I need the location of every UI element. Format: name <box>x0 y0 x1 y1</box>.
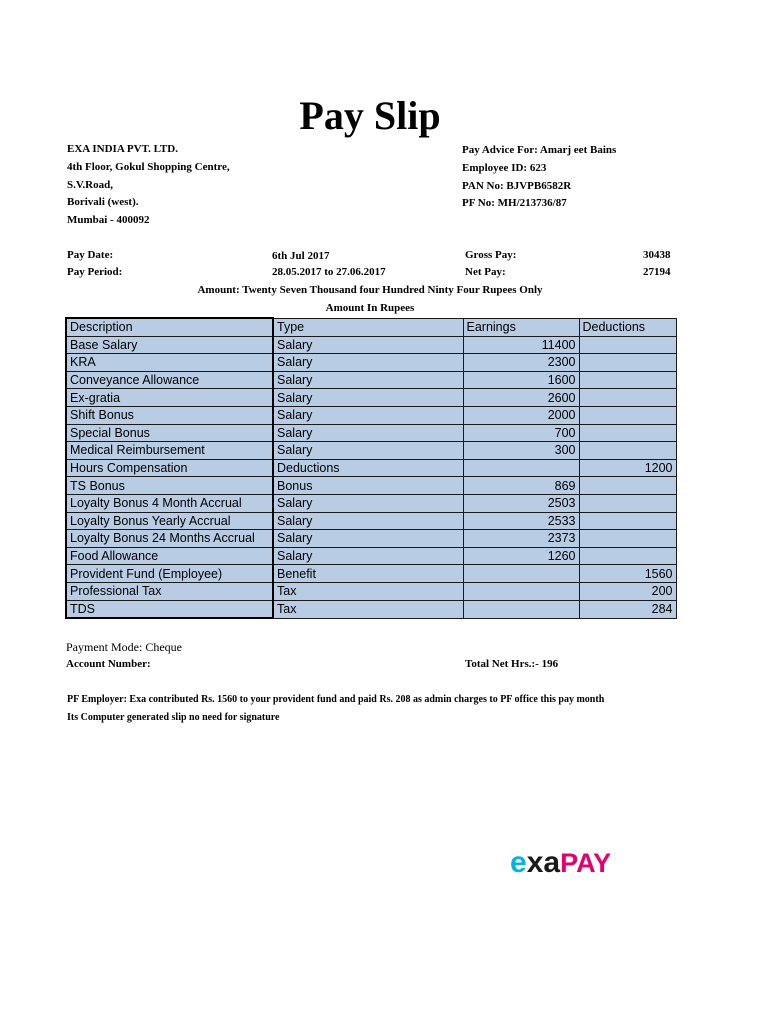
company-address-line: Mumbai - 400092 <box>67 214 150 226</box>
cell-description: Medical Reimbursement <box>66 442 273 460</box>
cell-deductions <box>579 512 676 530</box>
cell-description: KRA <box>66 354 273 372</box>
cell-deductions <box>579 406 676 424</box>
cell-earnings: 2533 <box>463 512 579 530</box>
cell-description: TDS <box>66 600 273 618</box>
cell-description: Professional Tax <box>66 582 273 600</box>
gross-pay-label: Gross Pay: <box>465 249 517 261</box>
cell-earnings: 1260 <box>463 547 579 565</box>
table-row <box>66 371 676 389</box>
cell-earnings <box>463 459 579 477</box>
table-row <box>66 354 676 372</box>
cell-earnings: 300 <box>463 442 579 460</box>
header-type: Type <box>273 318 463 336</box>
table-row <box>66 512 676 530</box>
table-row <box>66 582 676 600</box>
pf-number: PF No: MH/213736/87 <box>462 197 567 209</box>
cell-deductions <box>579 389 676 407</box>
pay-period-value: 28.05.2017 to 27.06.2017 <box>272 266 386 278</box>
cell-deductions <box>579 424 676 442</box>
net-pay-label: Net Pay: <box>465 266 506 278</box>
gross-pay-value: 30438 <box>643 249 671 261</box>
net-pay-value: 27194 <box>643 266 671 278</box>
cell-deductions: 1560 <box>579 565 676 583</box>
table-row <box>66 530 676 548</box>
page-title: Pay Slip <box>299 93 441 138</box>
payment-mode: Payment Mode: Cheque <box>66 640 182 654</box>
cell-deductions <box>579 371 676 389</box>
cell-type: Tax <box>273 600 463 618</box>
cell-earnings <box>463 565 579 583</box>
cell-earnings <box>463 582 579 600</box>
amount-in-rupees: Amount In Rupees <box>325 302 415 314</box>
cell-description: Special Bonus <box>66 424 273 442</box>
table-row <box>66 424 676 442</box>
cell-deductions <box>579 494 676 512</box>
cell-description: Food Allowance <box>66 547 273 565</box>
cell-type: Salary <box>273 371 463 389</box>
cell-type: Salary <box>273 354 463 372</box>
cell-earnings: 2000 <box>463 406 579 424</box>
cell-description: Provident Fund (Employee) <box>66 565 273 583</box>
cell-description: Loyalty Bonus 4 Month Accrual <box>66 494 273 512</box>
cell-type: Benefit <box>273 565 463 583</box>
table-row <box>66 547 676 565</box>
cell-type: Salary <box>273 424 463 442</box>
cell-deductions <box>579 547 676 565</box>
pan-number: PAN No: BJVPB6582R <box>462 180 572 192</box>
cell-type: Salary <box>273 336 463 354</box>
cell-deductions: 1200 <box>579 459 676 477</box>
header-description: Description <box>66 318 273 336</box>
amount-in-words: Amount: Twenty Seven Thousand four Hundred Ninty Four Rupees Only <box>197 284 543 296</box>
table-header-row <box>66 318 676 336</box>
cell-description: TS Bonus <box>66 477 273 495</box>
header-deductions: Deductions <box>579 318 676 336</box>
pf-employer-note: PF Employer: Exa contributed Rs. 1560 to your provident fund and paid Rs. 208 as admin charges to PF office this pay month <box>67 694 605 705</box>
cell-type: Salary <box>273 389 463 407</box>
cell-type: Salary <box>273 547 463 565</box>
employee-id: Employee ID: 623 <box>462 162 547 174</box>
company-address-line: Borivali (west). <box>67 196 139 208</box>
company-name: EXA INDIA PVT. LTD. <box>67 143 178 155</box>
cell-earnings: 2300 <box>463 354 579 372</box>
company-address-line: 4th Floor, Gokul Shopping Centre, <box>67 161 230 173</box>
cell-description: Loyalty Bonus 24 Months Accrual <box>66 530 273 548</box>
total-net-hours: Total Net Hrs.:- 196 <box>465 658 559 670</box>
earnings-deductions-table <box>65 317 677 619</box>
pay-date-value: 6th Jul 2017 <box>272 250 330 262</box>
table-row <box>66 442 676 460</box>
cell-earnings: 2503 <box>463 494 579 512</box>
cell-type: Salary <box>273 494 463 512</box>
company-address-line: S.V.Road, <box>67 179 113 191</box>
cell-type: Salary <box>273 530 463 548</box>
cell-type: Salary <box>273 442 463 460</box>
table-row <box>66 494 676 512</box>
table-row <box>66 459 676 477</box>
cell-earnings: 2373 <box>463 530 579 548</box>
cell-type: Salary <box>273 406 463 424</box>
cell-description: Hours Compensation <box>66 459 273 477</box>
table-row <box>66 336 676 354</box>
cell-type: Deductions <box>273 459 463 477</box>
cell-deductions: 284 <box>579 600 676 618</box>
cell-description: Loyalty Bonus Yearly Accrual <box>66 512 273 530</box>
cell-deductions <box>579 477 676 495</box>
cell-deductions <box>579 442 676 460</box>
cell-earnings: 700 <box>463 424 579 442</box>
cell-deductions: 200 <box>579 582 676 600</box>
cell-earnings: 1600 <box>463 371 579 389</box>
cell-type: Salary <box>273 512 463 530</box>
table-row <box>66 600 676 618</box>
cell-description: Shift Bonus <box>66 406 273 424</box>
cell-description: Conveyance Allowance <box>66 371 273 389</box>
cell-earnings: 11400 <box>463 336 579 354</box>
cell-description: Base Salary <box>66 336 273 354</box>
table-row <box>66 389 676 407</box>
cell-earnings <box>463 600 579 618</box>
table-row <box>66 406 676 424</box>
cell-deductions <box>579 354 676 372</box>
exapay-logo: exaPAY <box>510 846 612 879</box>
pay-date-label: Pay Date: <box>67 249 114 261</box>
cell-type: Bonus <box>273 477 463 495</box>
cell-type: Tax <box>273 582 463 600</box>
computer-generated-note: Its Computer generated slip no need for signature <box>67 712 280 723</box>
cell-earnings: 869 <box>463 477 579 495</box>
account-number: Account Number: <box>66 658 151 670</box>
table-row <box>66 477 676 495</box>
cell-deductions <box>579 336 676 354</box>
cell-description: Ex-gratia <box>66 389 273 407</box>
table-row <box>66 565 676 583</box>
header-earnings: Earnings <box>463 318 579 336</box>
pay-period-label: Pay Period: <box>67 266 123 278</box>
cell-deductions <box>579 530 676 548</box>
cell-earnings: 2600 <box>463 389 579 407</box>
pay-advice-for: Pay Advice For: Amarj eet Bains <box>462 144 617 156</box>
